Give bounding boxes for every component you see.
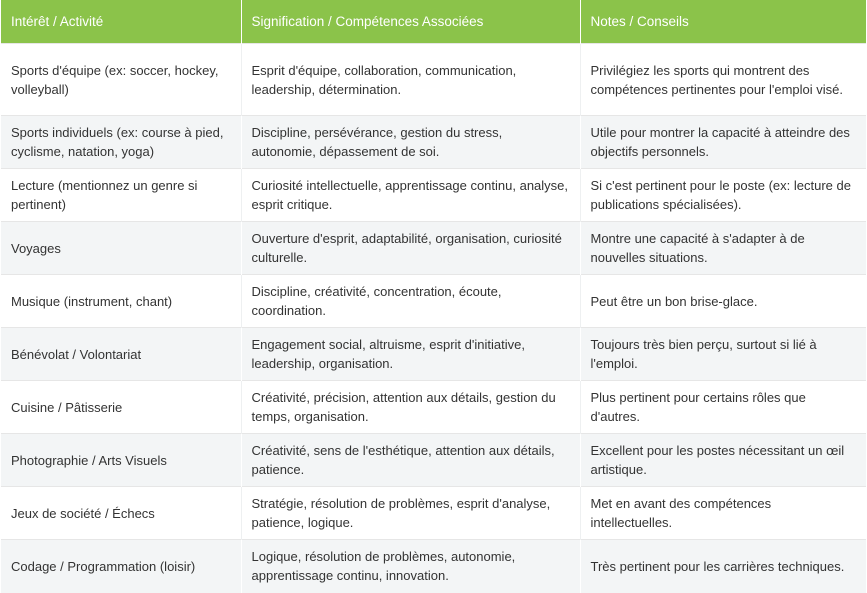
table-row — [1, 222, 866, 275]
table-row — [1, 434, 866, 487]
table-header — [1, 0, 866, 44]
table-row — [1, 116, 866, 169]
cell-notes: Peut être un bon brise-glace. — [580, 275, 866, 328]
table-row — [1, 487, 866, 540]
table-row — [1, 328, 866, 381]
cell-meaning: Engagement social, altruisme, esprit d'initiative, leadership, organisation. — [241, 328, 580, 381]
cell-interest: Cuisine / Pâtisserie — [1, 381, 241, 434]
cell-interest: Sports d'équipe (ex: soccer, hockey, volleyball) — [1, 44, 241, 116]
interests-table — [1, 0, 866, 593]
cell-meaning: Ouverture d'esprit, adaptabilité, organisation, curiosité culturelle. — [241, 222, 580, 275]
cell-meaning: Créativité, précision, attention aux détails, gestion du temps, organisation. — [241, 381, 580, 434]
cell-notes: Plus pertinent pour certains rôles que d'autres. — [580, 381, 866, 434]
cell-notes: Privilégiez les sports qui montrent des compétences pertinentes pour l'emploi visé. — [580, 44, 866, 116]
cell-meaning: Stratégie, résolution de problèmes, esprit d'analyse, patience, logique. — [241, 487, 580, 540]
cell-notes: Montre une capacité à s'adapter à de nouvelles situations. — [580, 222, 866, 275]
cell-meaning: Créativité, sens de l'esthétique, attention aux détails, patience. — [241, 434, 580, 487]
table-row — [1, 275, 866, 328]
table-row — [1, 44, 866, 116]
cell-notes: Toujours très bien perçu, surtout si lié à l'emploi. — [580, 328, 866, 381]
table-row — [1, 540, 866, 593]
header-notes: Notes / Conseils — [580, 0, 866, 44]
cell-interest: Sports individuels (ex: course à pied, cyclisme, natation, yoga) — [1, 116, 241, 169]
cell-notes: Met en avant des compétences intellectuelles. — [580, 487, 866, 540]
cell-meaning: Discipline, créativité, concentration, écoute, coordination. — [241, 275, 580, 328]
cell-interest: Jeux de société / Échecs — [1, 487, 241, 540]
cell-notes: Très pertinent pour les carrières techniques. — [580, 540, 866, 593]
table-row — [1, 169, 866, 222]
header-meaning: Signification / Compétences Associées — [241, 0, 580, 44]
table-row — [1, 381, 866, 434]
cell-notes: Si c'est pertinent pour le poste (ex: lecture de publications spécialisées). — [580, 169, 866, 222]
cell-interest: Codage / Programmation (loisir) — [1, 540, 241, 593]
cell-interest: Lecture (mentionnez un genre si pertinent) — [1, 169, 241, 222]
cell-notes: Utile pour montrer la capacité à atteindre des objectifs personnels. — [580, 116, 866, 169]
cell-meaning: Esprit d'équipe, collaboration, communication, leadership, détermination. — [241, 44, 580, 116]
cell-meaning: Curiosité intellectuelle, apprentissage continu, analyse, esprit critique. — [241, 169, 580, 222]
table-body — [1, 44, 866, 593]
cell-interest: Musique (instrument, chant) — [1, 275, 241, 328]
cell-meaning: Logique, résolution de problèmes, autonomie, apprentissage continu, innovation. — [241, 540, 580, 593]
cell-notes: Excellent pour les postes nécessitant un œil artistique. — [580, 434, 866, 487]
cell-interest: Voyages — [1, 222, 241, 275]
cell-meaning: Discipline, persévérance, gestion du stress, autonomie, dépassement de soi. — [241, 116, 580, 169]
header-interest: Intérêt / Activité — [1, 0, 241, 44]
cell-interest: Photographie / Arts Visuels — [1, 434, 241, 487]
cell-interest: Bénévolat / Volontariat — [1, 328, 241, 381]
